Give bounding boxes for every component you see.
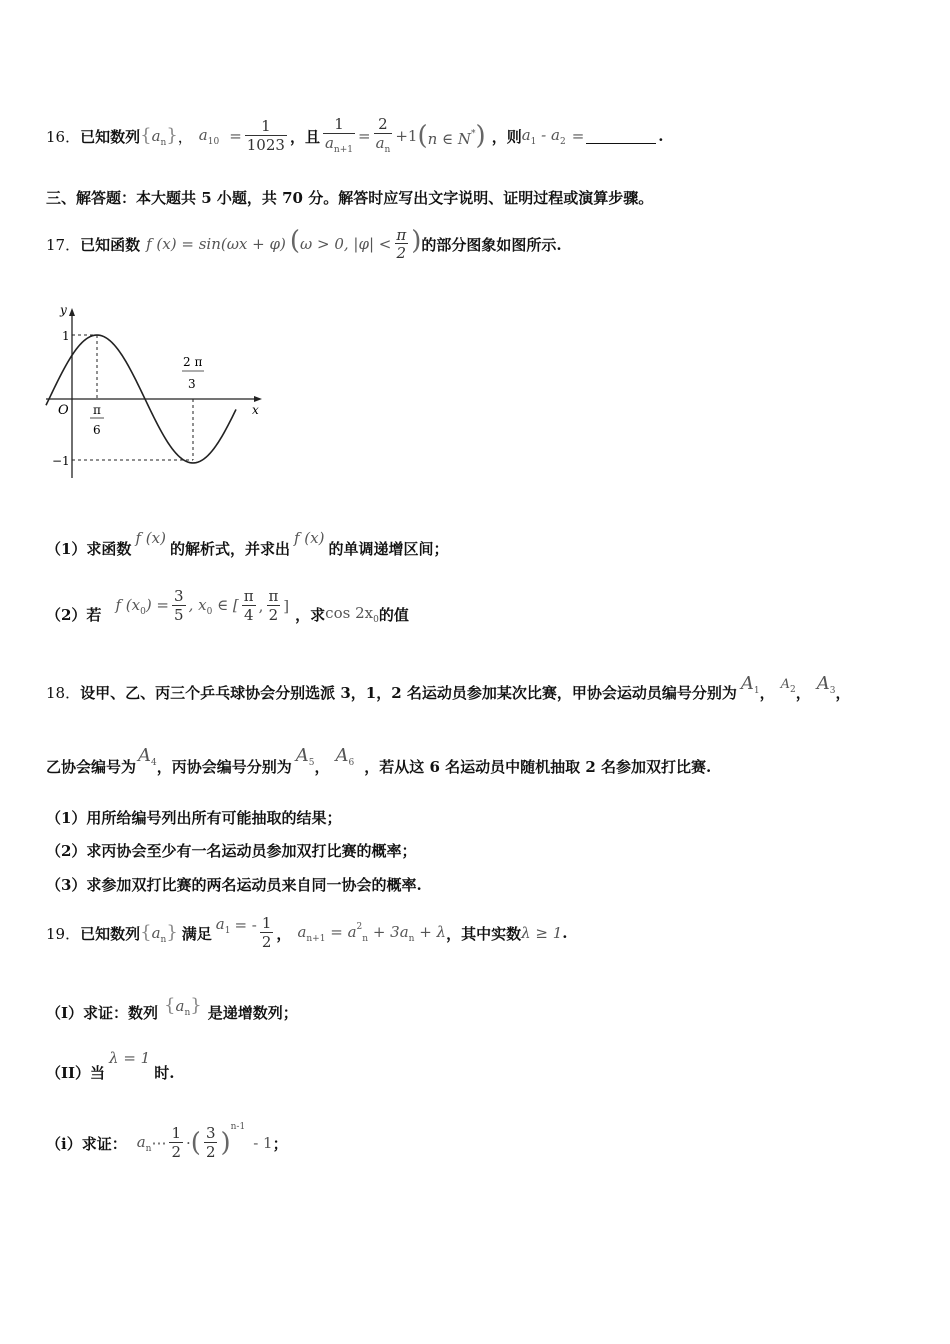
tick-y-1: 1 xyxy=(62,329,70,343)
x-axis-arrow xyxy=(254,396,262,402)
q19-part-1: （I）求证：数列 $\{a_n\}$ 是递增数列； xyxy=(46,994,298,1022)
question-16: 16． 已知数列 $\{a_n\}$ ， $a_{10}$ = $\frac{1}{1023}$ ，且 $\frac{1}{a_{n+1}}$ = $\frac{2}{a_n}$ +1 (n ∈ N*) ，则 $a_1 - a_2$ = . xyxy=(46,115,664,155)
q17-function: f (x) = sin(ωx + φ) xyxy=(146,235,286,253)
q16-a10-value: $\frac{1}{1023}$ xyxy=(246,117,285,154)
q16-difference: $a_1 - a_2$ xyxy=(521,125,566,147)
question-17: 17． 已知函数 f (x) = sin(ωx + φ) (ω > 0, |φ| < $\frac{\pi}{2}$ ) 的部分图象如图所示. xyxy=(46,225,562,263)
q17-part-2: （2）若 f $(x_0)$ = $\frac{3}{5}$ , $x_0$ ∈ [ $\frac{\pi}{4}$ , $\frac{\pi}{2}$ ] ，求 $\cos 2x_0$ 的值 xyxy=(46,587,409,625)
q16-a10: $a_{10}$ xyxy=(198,125,220,147)
q19-part-2: （II）当 λ = 1 时. xyxy=(46,1049,175,1082)
q16-sequence: $\{a_n\}$ xyxy=(140,124,178,148)
question-18: 18． 设甲、乙、丙三个乒乓球协会分别选派 3，1，2 名运动员参加某次比赛，甲协会运动员编号分别为 $A_1$ ， $A_2$ ， $A_3$ ， xyxy=(46,672,851,702)
q18-line-2: 乙协会编号为 $A_4$ ，丙协会编号分别为 $A_5$ ， $A_6$ ，若从这 6 名运动员中随机抽取 2 名参加双打比赛. xyxy=(46,744,712,776)
q17-condition: (ω > 0, |φ| < $\frac{\pi}{2}$ ) xyxy=(289,225,422,263)
q19-part-2-i: （i）求证： $a_n$ ⋯ $\frac{1}{2}$ · ( $\frac{3}{2}$ ) n-1 - 1 ； xyxy=(46,1122,288,1161)
y-axis-label: y xyxy=(60,303,67,317)
q16-answer-blank[interactable] xyxy=(586,129,656,144)
q17-part-1: （1）求函数 f (x) 的解析式，并求出 f (x) 的单调递增区间； xyxy=(46,529,449,558)
q18-part-2: （2）求丙协会至少有一名运动员参加双打比赛的概率； xyxy=(46,841,417,860)
tick-2pi-over-3-den: 3 xyxy=(188,377,196,391)
q17-sine-graph xyxy=(40,300,280,485)
q16-intro: 已知数列 xyxy=(80,127,141,146)
y-axis-arrow xyxy=(69,308,75,316)
section-3-heading: 三、解答题：本大题共 5 小题，共 70 分。解答时应写出文字说明、证明过程或演算步骤。 xyxy=(46,188,654,207)
origin-label: O xyxy=(58,403,69,418)
q16-number: 16． xyxy=(46,127,81,146)
tick-y-minus-1: −1 xyxy=(52,454,70,468)
tick-2pi-over-3-num: 2 π xyxy=(183,355,203,369)
x-axis-label: x xyxy=(252,403,259,417)
q16-rhs-fraction: $\frac{2}{a_n}$ xyxy=(375,115,391,155)
tick-pi-over-6-num: π xyxy=(93,403,101,417)
q18-part-3: （3）求参加双打比赛的两名运动员来自同一协会的概率. xyxy=(46,875,422,894)
q16-lhs-fraction: $\frac{1}{a_{n+1}}$ xyxy=(324,115,353,155)
tick-pi-over-6-den: 6 xyxy=(93,423,101,437)
q18-part-1: （1）用所给编号列出所有可能抽取的结果； xyxy=(46,808,342,827)
q16-condition: (n ∈ N*) xyxy=(417,121,486,151)
question-19: 19． 已知数列 $\{a_n\}$ 满足 $a_1$ = - $\frac{1}{2}$ ， $a_{n+1} = a^2_n + 3a_n + \lambda$ ，其中实数 λ ≥ 1 . xyxy=(46,914,568,951)
